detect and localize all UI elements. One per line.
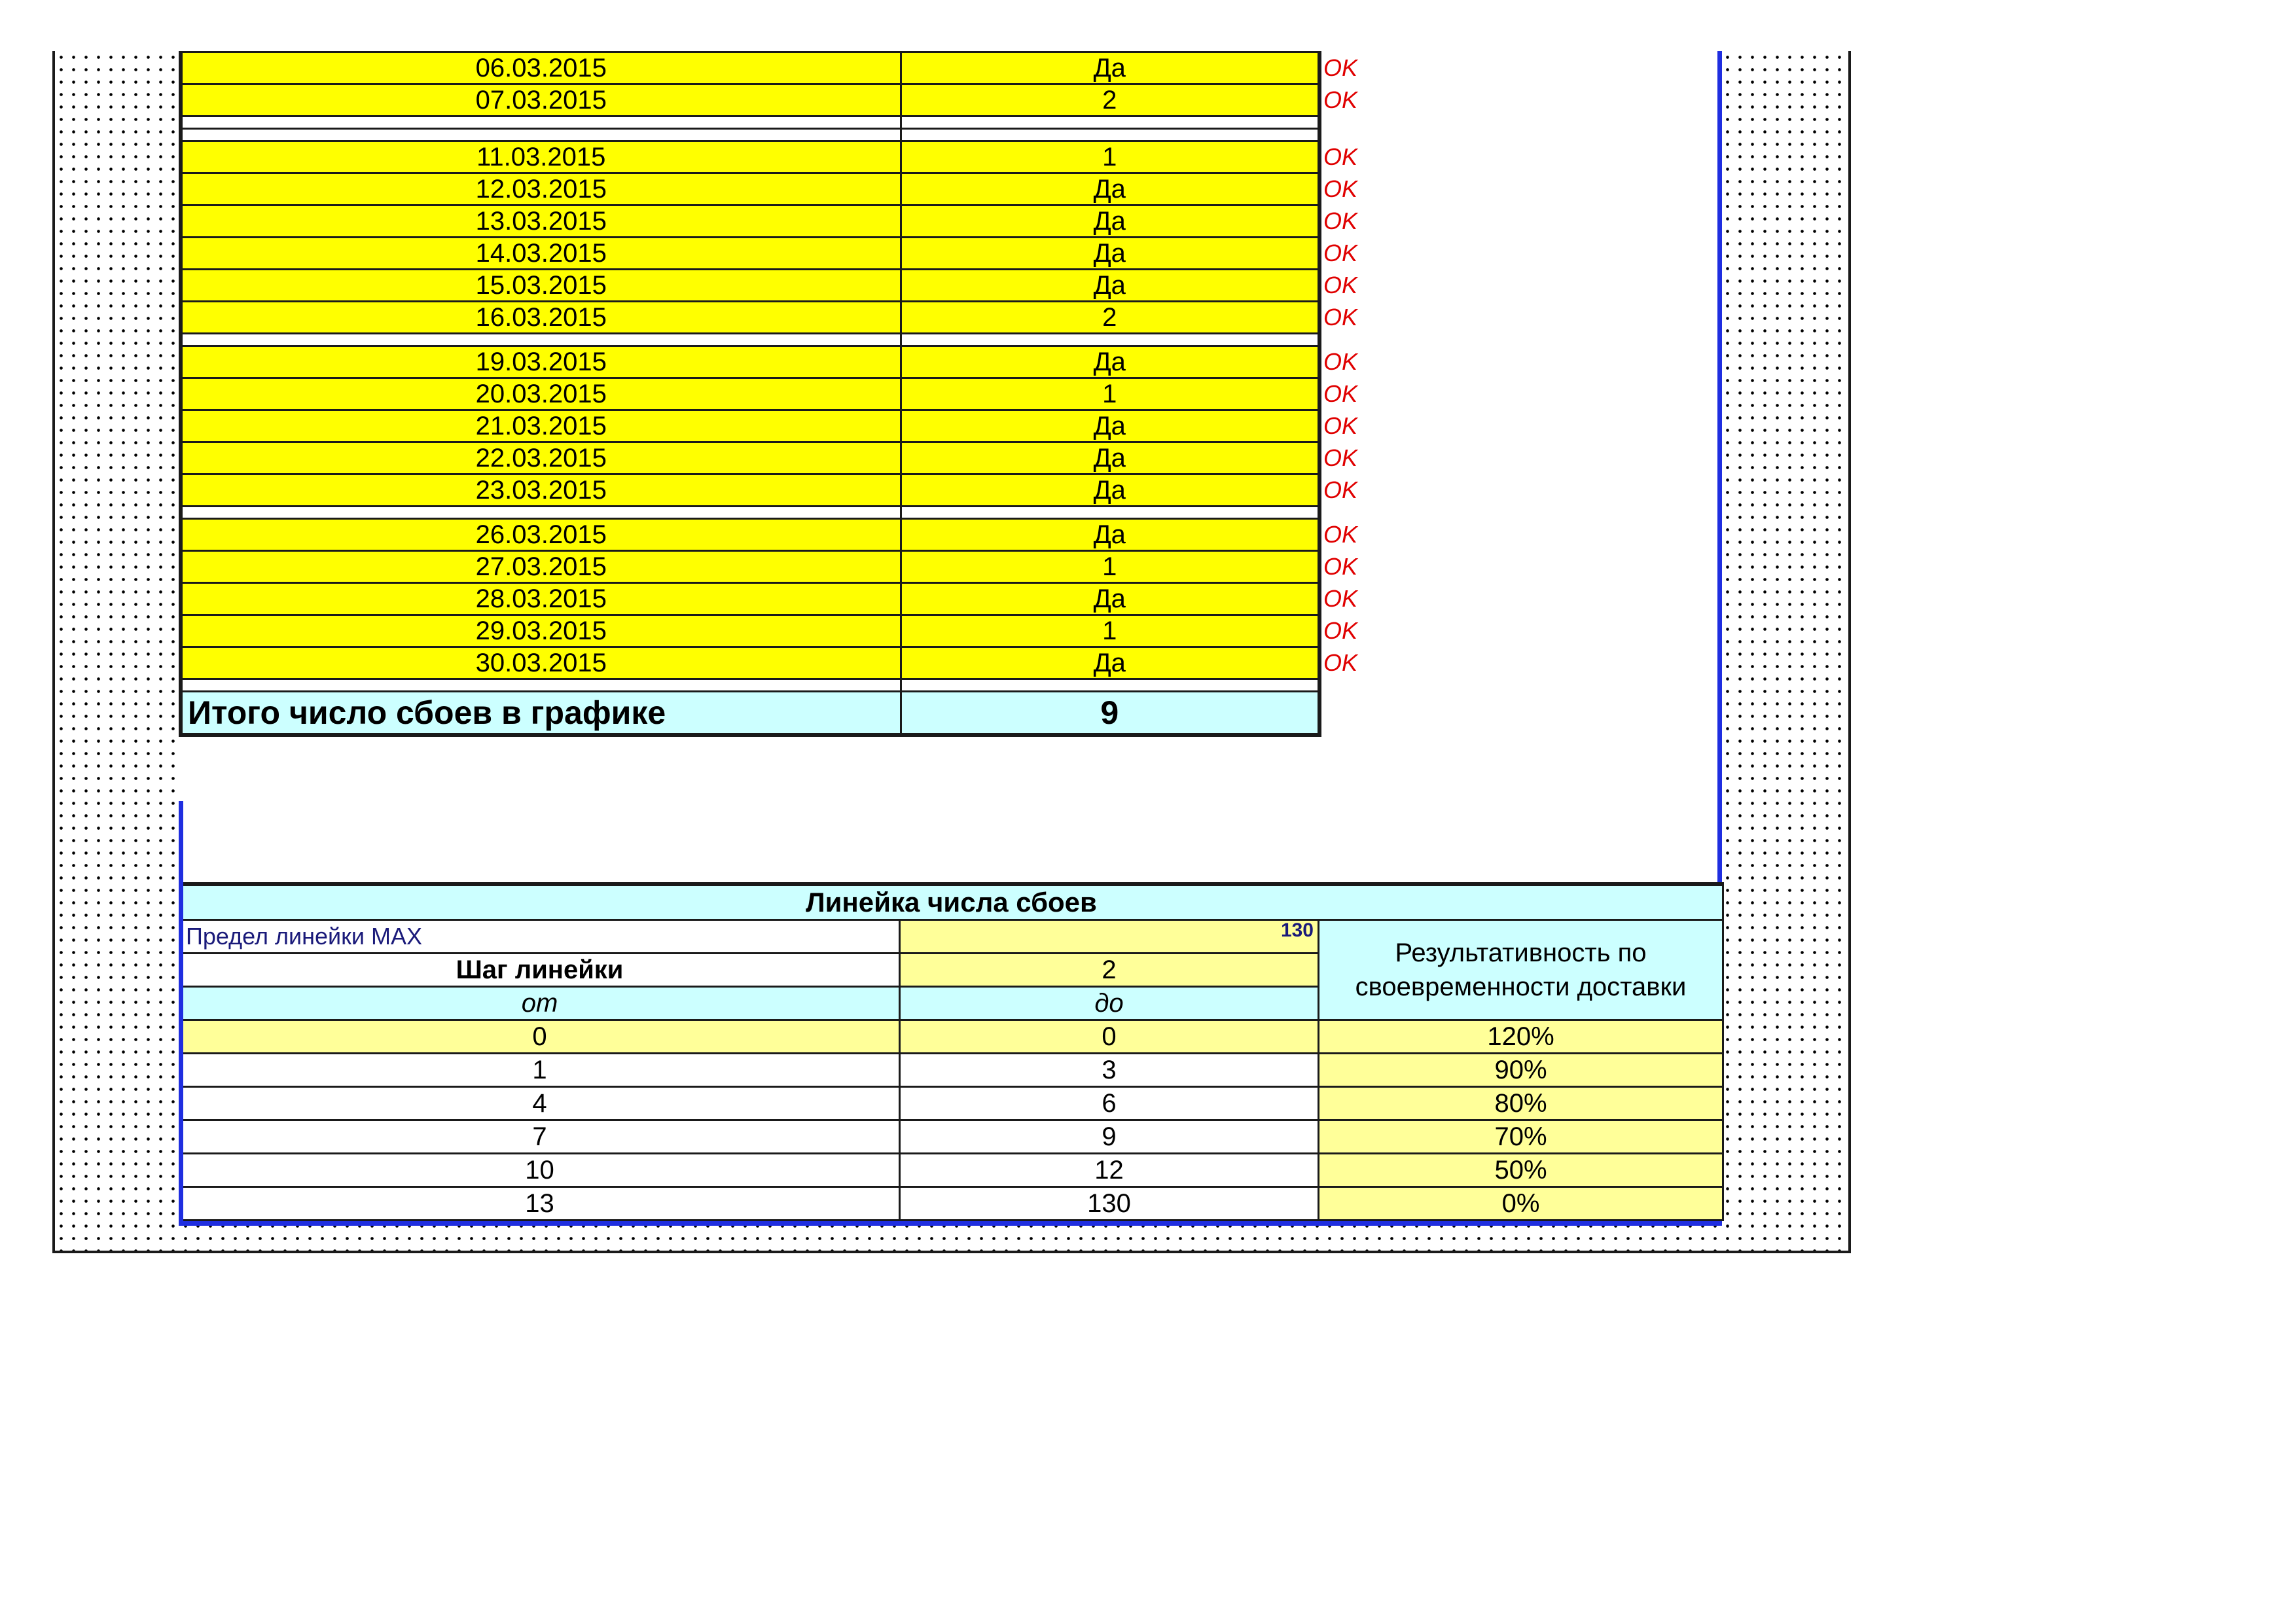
- schedule-value-cell[interactable]: Да: [901, 474, 1319, 507]
- ruler-row: [180, 1054, 1723, 1087]
- ruler-row: [180, 1120, 1723, 1154]
- step-value-cell[interactable]: 2: [900, 954, 1319, 987]
- blue-frame-left-upper: [179, 801, 183, 882]
- schedule-value-cell[interactable]: Да: [901, 52, 1319, 84]
- ok-status-mark: OK: [1323, 585, 1358, 612]
- schedule-value-cell[interactable]: Да: [901, 410, 1319, 442]
- ruler-to-cell[interactable]: 0: [900, 1020, 1319, 1054]
- ruler-to-cell[interactable]: 9: [900, 1120, 1319, 1154]
- schedule-row: [181, 205, 1319, 238]
- schedule-row: [181, 583, 1319, 615]
- empty-cell[interactable]: [901, 334, 1319, 346]
- ok-status-mark: OK: [1323, 521, 1358, 548]
- empty-cell[interactable]: [181, 679, 901, 692]
- ruler-title: Линейка числа сбоев: [180, 884, 1723, 920]
- ruler-from-cell[interactable]: 7: [180, 1120, 900, 1154]
- schedule-value-cell[interactable]: Да: [901, 647, 1319, 679]
- schedule-date-cell[interactable]: 15.03.2015: [181, 270, 901, 302]
- schedule-value-cell[interactable]: 1: [901, 378, 1319, 410]
- to-header: до: [900, 987, 1319, 1020]
- schedule-row: [181, 238, 1319, 270]
- empty-cell[interactable]: [901, 679, 1319, 692]
- schedule-date-cell[interactable]: 27.03.2015: [181, 551, 901, 583]
- schedule-value-cell[interactable]: Да: [901, 238, 1319, 270]
- ruler-result-cell[interactable]: 80%: [1319, 1087, 1723, 1120]
- schedule-row: [181, 84, 1319, 116]
- schedule-row: [181, 551, 1319, 583]
- ruler-to-cell[interactable]: 12: [900, 1154, 1319, 1187]
- schedule-gap-row: [181, 507, 1319, 519]
- ok-status-mark: OK: [1323, 54, 1358, 81]
- schedule-row: [181, 474, 1319, 507]
- schedule-value-cell[interactable]: Да: [901, 346, 1319, 378]
- ruler-result-cell[interactable]: 50%: [1319, 1154, 1723, 1187]
- schedule-value-cell[interactable]: Да: [901, 442, 1319, 474]
- ok-status-mark: OK: [1323, 240, 1358, 266]
- empty-cell[interactable]: [901, 129, 1319, 141]
- ruler-row: [180, 1154, 1723, 1187]
- schedule-date-cell[interactable]: 23.03.2015: [181, 474, 901, 507]
- empty-cell[interactable]: [181, 116, 901, 129]
- schedule-row: [181, 615, 1319, 647]
- schedule-date-cell[interactable]: 13.03.2015: [181, 205, 901, 238]
- schedule-date-cell[interactable]: 07.03.2015: [181, 84, 901, 116]
- schedule-date-cell[interactable]: 22.03.2015: [181, 442, 901, 474]
- ok-status-mark: OK: [1323, 649, 1358, 676]
- ruler-to-cell[interactable]: 130: [900, 1187, 1319, 1221]
- schedule-date-cell[interactable]: 28.03.2015: [181, 583, 901, 615]
- schedule-date-cell[interactable]: 29.03.2015: [181, 615, 901, 647]
- ruler-from-cell[interactable]: 4: [180, 1087, 900, 1120]
- schedule-value-cell[interactable]: Да: [901, 519, 1319, 551]
- schedule-gap-row: [181, 129, 1319, 141]
- ruler-from-cell[interactable]: 1: [180, 1054, 900, 1087]
- schedule-row: [181, 141, 1319, 173]
- ruler-from-cell[interactable]: 13: [180, 1187, 900, 1221]
- ok-status-mark: OK: [1323, 175, 1358, 202]
- empty-cell[interactable]: [901, 116, 1319, 129]
- schedule-value-cell[interactable]: 1: [901, 551, 1319, 583]
- blue-frame-bottom: [179, 1221, 1722, 1226]
- ruler-to-cell[interactable]: 6: [900, 1087, 1319, 1120]
- ruler-result-cell[interactable]: 90%: [1319, 1054, 1723, 1087]
- schedule-value-cell[interactable]: 1: [901, 141, 1319, 173]
- ruler-result-cell[interactable]: 0%: [1319, 1187, 1723, 1221]
- total-row: [181, 692, 1319, 736]
- ok-status-mark: OK: [1323, 380, 1358, 407]
- step-label: Шаг линейки: [180, 954, 900, 987]
- ok-status-mark: OK: [1323, 304, 1358, 330]
- ok-status-mark: OK: [1323, 86, 1358, 113]
- empty-cell[interactable]: [181, 334, 901, 346]
- ruler-result-cell[interactable]: 120%: [1319, 1020, 1723, 1054]
- ruler-row: [180, 1020, 1723, 1054]
- ruler-row: [180, 1087, 1723, 1120]
- schedule-value-cell[interactable]: 2: [901, 302, 1319, 334]
- schedule-date-cell[interactable]: 12.03.2015: [181, 173, 901, 205]
- empty-cell[interactable]: [181, 129, 901, 141]
- schedule-date-cell[interactable]: 20.03.2015: [181, 378, 901, 410]
- limit-label: Предел линейки MAX: [180, 920, 900, 954]
- schedule-gap-row: [181, 679, 1319, 692]
- schedule-date-cell[interactable]: 30.03.2015: [181, 647, 901, 679]
- empty-cell[interactable]: [901, 507, 1319, 519]
- schedule-row: [181, 519, 1319, 551]
- schedule-date-cell[interactable]: 21.03.2015: [181, 410, 901, 442]
- ok-status-mark: OK: [1323, 207, 1358, 234]
- ok-status-mark: OK: [1323, 444, 1358, 471]
- result-header: Результативность по своевременности доставки: [1319, 920, 1723, 1020]
- schedule-gap-row: [181, 334, 1319, 346]
- schedule-row: [181, 52, 1319, 84]
- ruler-from-cell[interactable]: 10: [180, 1154, 900, 1187]
- ok-status-mark: OK: [1323, 348, 1358, 375]
- schedule-row: [181, 302, 1319, 334]
- ok-status-mark: OK: [1323, 412, 1358, 439]
- total-label: Итого число сбоев в графике: [181, 692, 901, 736]
- blue-frame-left-lower: [179, 882, 183, 1226]
- schedule-date-cell[interactable]: 16.03.2015: [181, 302, 901, 334]
- schedule-value-cell[interactable]: Да: [901, 270, 1319, 302]
- schedule-table: [179, 51, 1321, 737]
- failure-ruler-table: [179, 882, 1724, 1221]
- schedule-gap-row: [181, 116, 1319, 129]
- schedule-row: [181, 442, 1319, 474]
- ok-status-mark: OK: [1323, 476, 1358, 503]
- ruler-result-cell[interactable]: 70%: [1319, 1120, 1723, 1154]
- from-header: от: [180, 987, 900, 1020]
- ok-status-mark: OK: [1323, 143, 1358, 170]
- schedule-value-cell[interactable]: Да: [901, 173, 1319, 205]
- ok-status-mark: OK: [1323, 553, 1358, 580]
- schedule-date-cell[interactable]: 06.03.2015: [181, 52, 901, 84]
- schedule-row: [181, 270, 1319, 302]
- schedule-value-cell[interactable]: 1: [901, 615, 1319, 647]
- schedule-date-cell[interactable]: 11.03.2015: [181, 141, 901, 173]
- limit-value-cell[interactable]: 130: [900, 920, 1319, 954]
- ok-status-mark: OK: [1323, 617, 1358, 644]
- schedule-value-cell[interactable]: 2: [901, 84, 1319, 116]
- total-value[interactable]: 9: [901, 692, 1319, 736]
- schedule-row: [181, 173, 1319, 205]
- ruler-row: [180, 1187, 1723, 1221]
- schedule-row: [181, 378, 1319, 410]
- schedule-row: [181, 410, 1319, 442]
- schedule-row: [181, 647, 1319, 679]
- empty-cell[interactable]: [181, 507, 901, 519]
- ruler-to-cell[interactable]: 3: [900, 1054, 1319, 1087]
- schedule-date-cell[interactable]: 26.03.2015: [181, 519, 901, 551]
- schedule-value-cell[interactable]: Да: [901, 583, 1319, 615]
- schedule-row: [181, 346, 1319, 378]
- ruler-from-cell[interactable]: 0: [180, 1020, 900, 1054]
- schedule-date-cell[interactable]: 19.03.2015: [181, 346, 901, 378]
- schedule-value-cell[interactable]: Да: [901, 205, 1319, 238]
- schedule-date-cell[interactable]: 14.03.2015: [181, 238, 901, 270]
- ok-status-mark: OK: [1323, 272, 1358, 298]
